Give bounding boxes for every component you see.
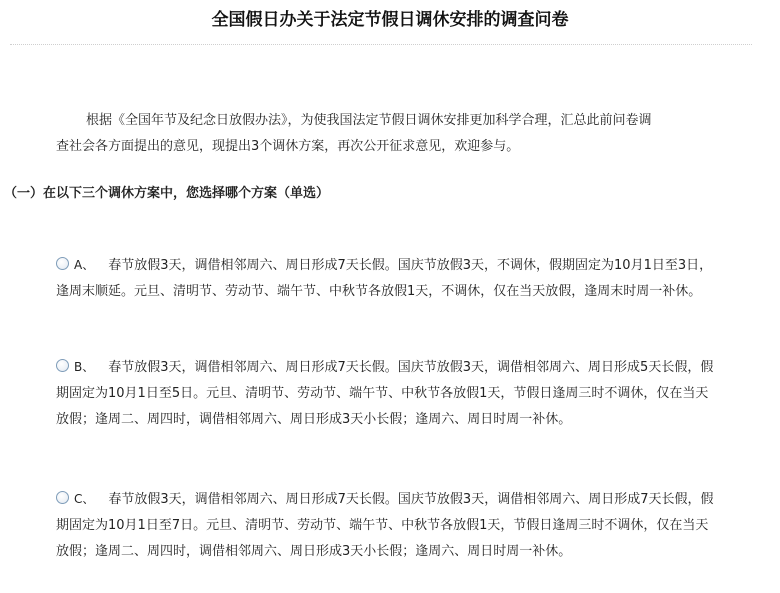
question-heading: （一）在以下三个调休方案中，您选择哪个方案（单选） xyxy=(4,186,330,201)
option-a-line-1: 春节放假3天，调借相邻周六、周日形成7天长假。国庆节放假3天，不调休，假期固定为10月1日至3日， xyxy=(108,258,713,273)
option-a-radio[interactable] xyxy=(56,257,69,270)
option-b-radio[interactable] xyxy=(56,359,69,372)
intro-line-2: 查社会各方面提出的意见，现提出3个调休方案，再次公开征求意见，欢迎参与。 xyxy=(56,139,520,154)
option-b[interactable] xyxy=(56,354,752,433)
option-a[interactable] xyxy=(56,252,752,305)
title-divider xyxy=(10,44,752,45)
intro-paragraph xyxy=(56,108,746,160)
option-b-letter: B、 xyxy=(74,360,95,374)
option-b-line-1: 春节放假3天，调借相邻周六、周日形成7天长假。国庆节放假3天，调借相邻周六、周日形成5天长假，假 xyxy=(108,360,714,375)
option-b-line-3: 放假；逢周二、周四时，调借相邻周六、周日形成3天小长假；逢周六、周日时周一补休。 xyxy=(56,412,572,427)
option-c-letter: C、 xyxy=(74,492,95,506)
option-c-line-1: 春节放假3天，调借相邻周六、周日形成7天长假。国庆节放假3天，调借相邻周六、周日形成7天长假，假 xyxy=(108,492,714,507)
option-a-line-2: 逢周末顺延。元旦、清明节、劳动节、端午节、中秋节各放假1天，不调休，仅在当天放假，逢周末时周一补休。 xyxy=(56,284,702,299)
intro-line-1: 根据《全国年节及纪念日放假办法》，为使我国法定节假日调休安排更加科学合理，汇总此前问卷调 xyxy=(86,113,652,128)
option-c-line-2: 期固定为10月1日至7日。元旦、清明节、劳动节、端午节、中秋节各放假1天，节假日逢周三时不调休，仅在当天 xyxy=(56,518,709,533)
option-a-letter: A、 xyxy=(74,258,95,272)
option-c[interactable] xyxy=(56,486,752,565)
option-c-line-3: 放假；逢周二、周四时，调借相邻周六、周日形成3天小长假；逢周六、周日时周一补休。 xyxy=(56,544,572,559)
page-title: 全国假日办关于法定节假日调休安排的调查问卷 xyxy=(211,10,569,30)
option-b-line-2: 期固定为10月1日至5日。元旦、清明节、劳动节、端午节、中秋节各放假1天，节假日逢周三时不调休，仅在当天 xyxy=(56,386,709,401)
option-c-radio[interactable] xyxy=(56,491,69,504)
